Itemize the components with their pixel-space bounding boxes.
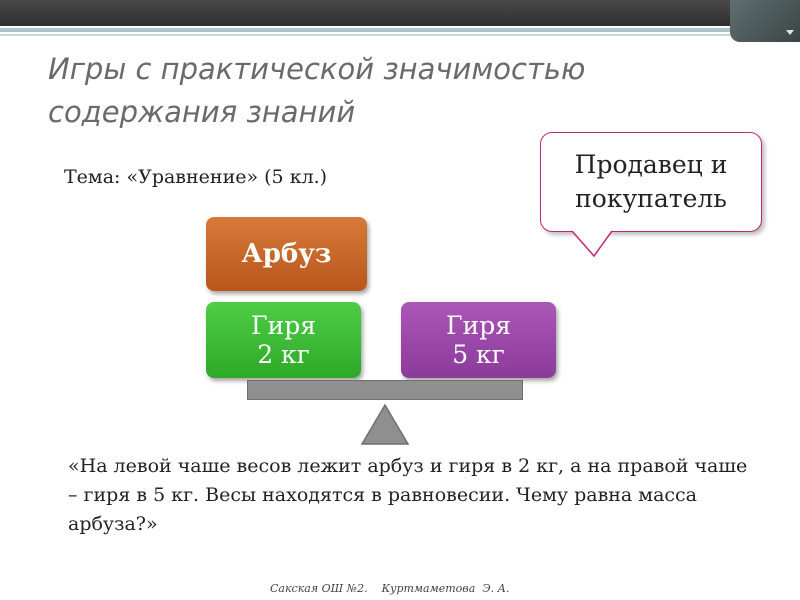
speech-bubble-text: Продавец и покупатель	[574, 150, 728, 213]
left-weight-label: Гиря	[251, 311, 316, 340]
right-weight-box	[401, 302, 556, 378]
topic-text: Тема: «Уравнение» (5 кл.)	[64, 166, 328, 188]
left-weight-box	[206, 302, 361, 378]
accent-line	[0, 28, 800, 32]
corner-decoration	[730, 0, 800, 42]
watermelon-label: Арбуз	[241, 238, 332, 269]
speech-bubble	[540, 132, 762, 232]
scale-beam	[247, 380, 523, 400]
scale-fulcrum	[360, 403, 410, 446]
accent-line-thin	[0, 34, 800, 36]
footer-credit: Сакская ОШ №2. Куртмаметова Э. А.	[270, 582, 510, 595]
left-weight-mass: 2 кг	[257, 340, 310, 369]
problem-text: «На левой чаше весов лежит арбуз и гиря в 2 кг, а на правой чаше – гиря в 5 кг. Весы находятся в равновесии. Чему равна масса арбуза?»	[68, 455, 748, 535]
right-weight-label: Гиря	[446, 311, 511, 340]
speech-bubble-tail	[572, 230, 612, 258]
top-decor-bar	[0, 0, 800, 26]
slide-title: Игры с практической значимостью содержания знаний	[48, 52, 586, 129]
right-weight-mass: 5 кг	[452, 340, 505, 369]
watermelon-box	[206, 217, 367, 291]
